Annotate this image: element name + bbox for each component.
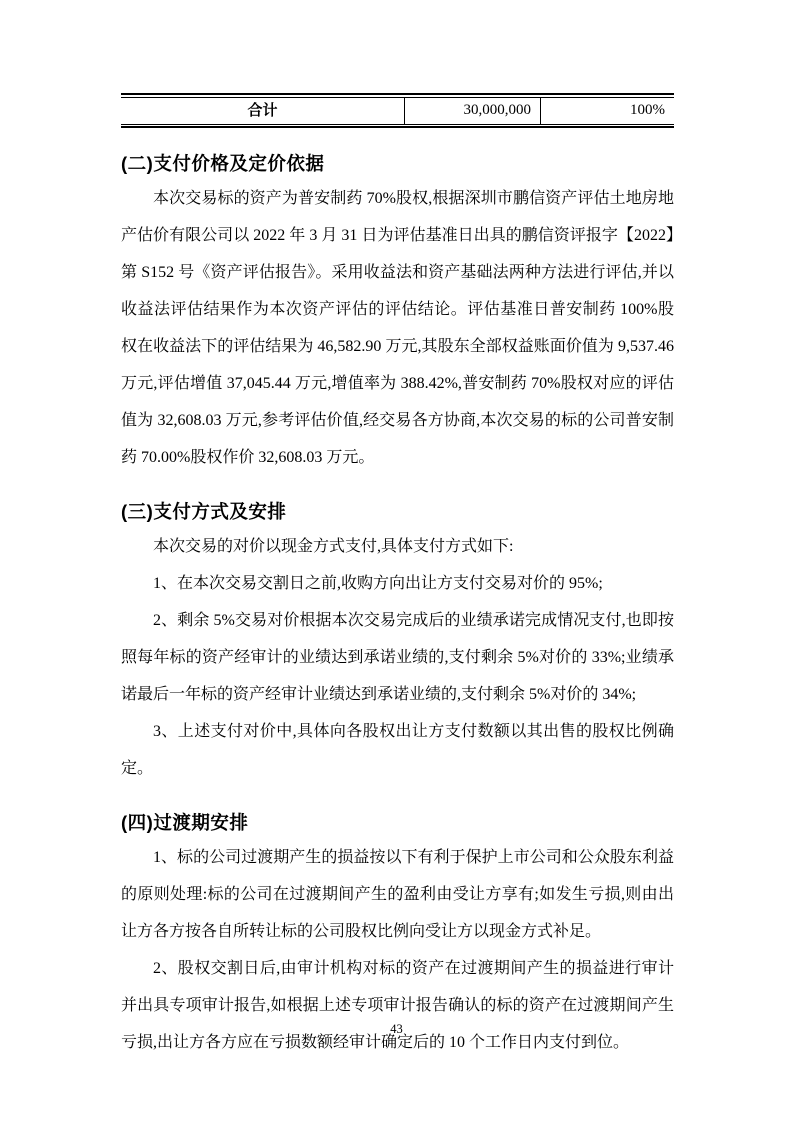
paragraph: 3、上述支付对价中,具体向各股权出让方支付数额以其出售的股权比例确定。 (121, 723, 674, 777)
content-area (121, 93, 674, 1061)
section-heading: (四)过渡期安排 (121, 812, 249, 833)
paragraph: 2、剩余 5%交易对价根据本次交易完成后的业绩承诺完成情况支付,也即按照每年标的资产经审计的业绩达到承诺业绩的,支付剩余 5%对价的 33%;业绩承诺最后一年标的资产经审计业绩达到承诺业绩的,支付剩余 5%对价的 34%; (121, 612, 674, 703)
paragraph: 本次交易的对价以现金方式支付,具体支付方式如下: (153, 538, 514, 555)
section-heading: (三)支付方式及安排 (121, 501, 287, 522)
section-payment-price-basis (121, 152, 674, 476)
section-payment-method (121, 500, 674, 787)
table-cell-total-amount: 30,000,000 (404, 98, 540, 124)
table-row (121, 97, 674, 125)
table-cell-total-percent: 100% (540, 98, 674, 124)
paragraph: 本次交易标的资产为普安制药 70%股权,根据深圳市鹏信资产评估土地房地产估价有限公司以 2022 年 3 月 31 日为评估基准日出具的鹏信资评报字【2022】第 S152 号《资产评估报告》。采用收益法和资产基础法两种方法进行评估,并以收益法评估结果作为本次资产评估的评估结论。评估基准日普安制药 100%股权在收益法下的评估结果为 46,582.90 万元,其股东全部权益账面价值为 9,537.46 万元,评估增值 37,045.44 万元,增值率为 388.42%,普安制药 70%股权对应的评估值为 32,608.03 万元,参考评估价值,经交易各方协商,本次交易的标的公司普安制药 70.00%股权作价 32,608.03 万元。 (121, 190, 674, 466)
paragraph: 1、在本次交易交割日之前,收购方向出让方支付交易对价的 95%; (153, 575, 603, 592)
paragraph: 1、标的公司过渡期产生的损益按以下有利于保护上市公司和公众股东利益的原则处理:标的公司在过渡期间产生的盈利由受让方享有;如发生亏损,则由出让方各方按各自所转让标的公司股权比例向受让方以现金方式补足。 (121, 849, 674, 940)
section-heading: (二)支付价格及定价依据 (121, 153, 325, 174)
table-cell-total-label: 合计 (247, 101, 278, 119)
totals-table (121, 93, 674, 128)
paragraph: 2、股权交割日后,由审计机构对标的资产在过渡期间产生的损益进行审计并出具专项审计报告,如根据上述专项审计报告确认的标的资产在过渡期间产生亏损,出让方各方应在亏损数额经审计确定后的 10 个工作日内支付到位。 (121, 960, 674, 1051)
page-number: 43 (390, 1022, 403, 1036)
